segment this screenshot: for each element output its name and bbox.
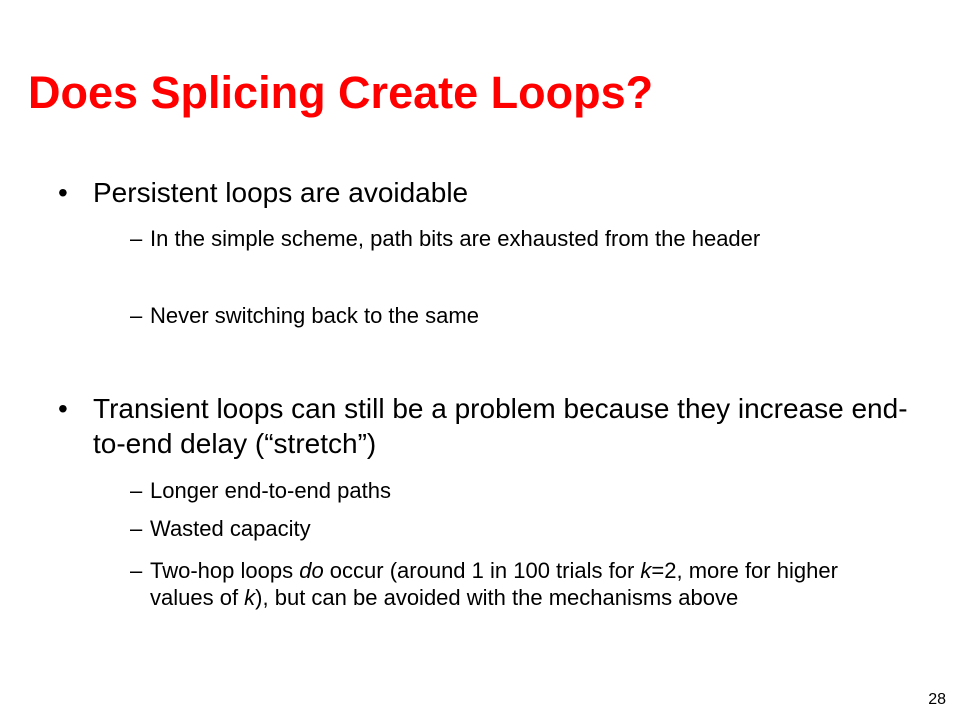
- dash-marker: –: [130, 558, 143, 583]
- bullet-text: Transient loops can still be a problem because they increase end-to-end delay (“stretch”): [93, 393, 908, 459]
- sub-bullet-text: Wasted capacity: [150, 516, 311, 541]
- dash-marker: –: [130, 478, 143, 503]
- dash-marker: –: [130, 303, 143, 328]
- bullet-marker: •: [58, 393, 68, 424]
- emphasis-k: k: [640, 558, 652, 583]
- sub-bullet-text: Longer end-to-end paths: [150, 478, 391, 503]
- sub-bullet-text: Never switching back to the same: [150, 303, 479, 328]
- sub-bullet-text: In the simple scheme, path bits are exhausted from the header: [150, 226, 761, 251]
- emphasis-k: k: [244, 585, 256, 610]
- text-run: Two-hop loops: [150, 558, 300, 583]
- text-run: occur (around 1 in 100 trials for: [323, 558, 641, 583]
- slide-title: Does Splicing Create Loops?: [28, 67, 654, 118]
- text-run: =2, more for higher values of: [150, 558, 838, 610]
- bullet-marker: •: [58, 177, 68, 208]
- slide-number: 28: [928, 691, 946, 708]
- emphasis-do: do: [299, 558, 324, 583]
- text-run: ), but can be avoided with the mechanisms above: [255, 585, 739, 610]
- dash-marker: –: [130, 226, 143, 251]
- dash-marker: –: [130, 516, 143, 541]
- sub-bullet-text: [150, 557, 880, 611]
- bullet-text: Persistent loops are avoidable: [93, 177, 469, 208]
